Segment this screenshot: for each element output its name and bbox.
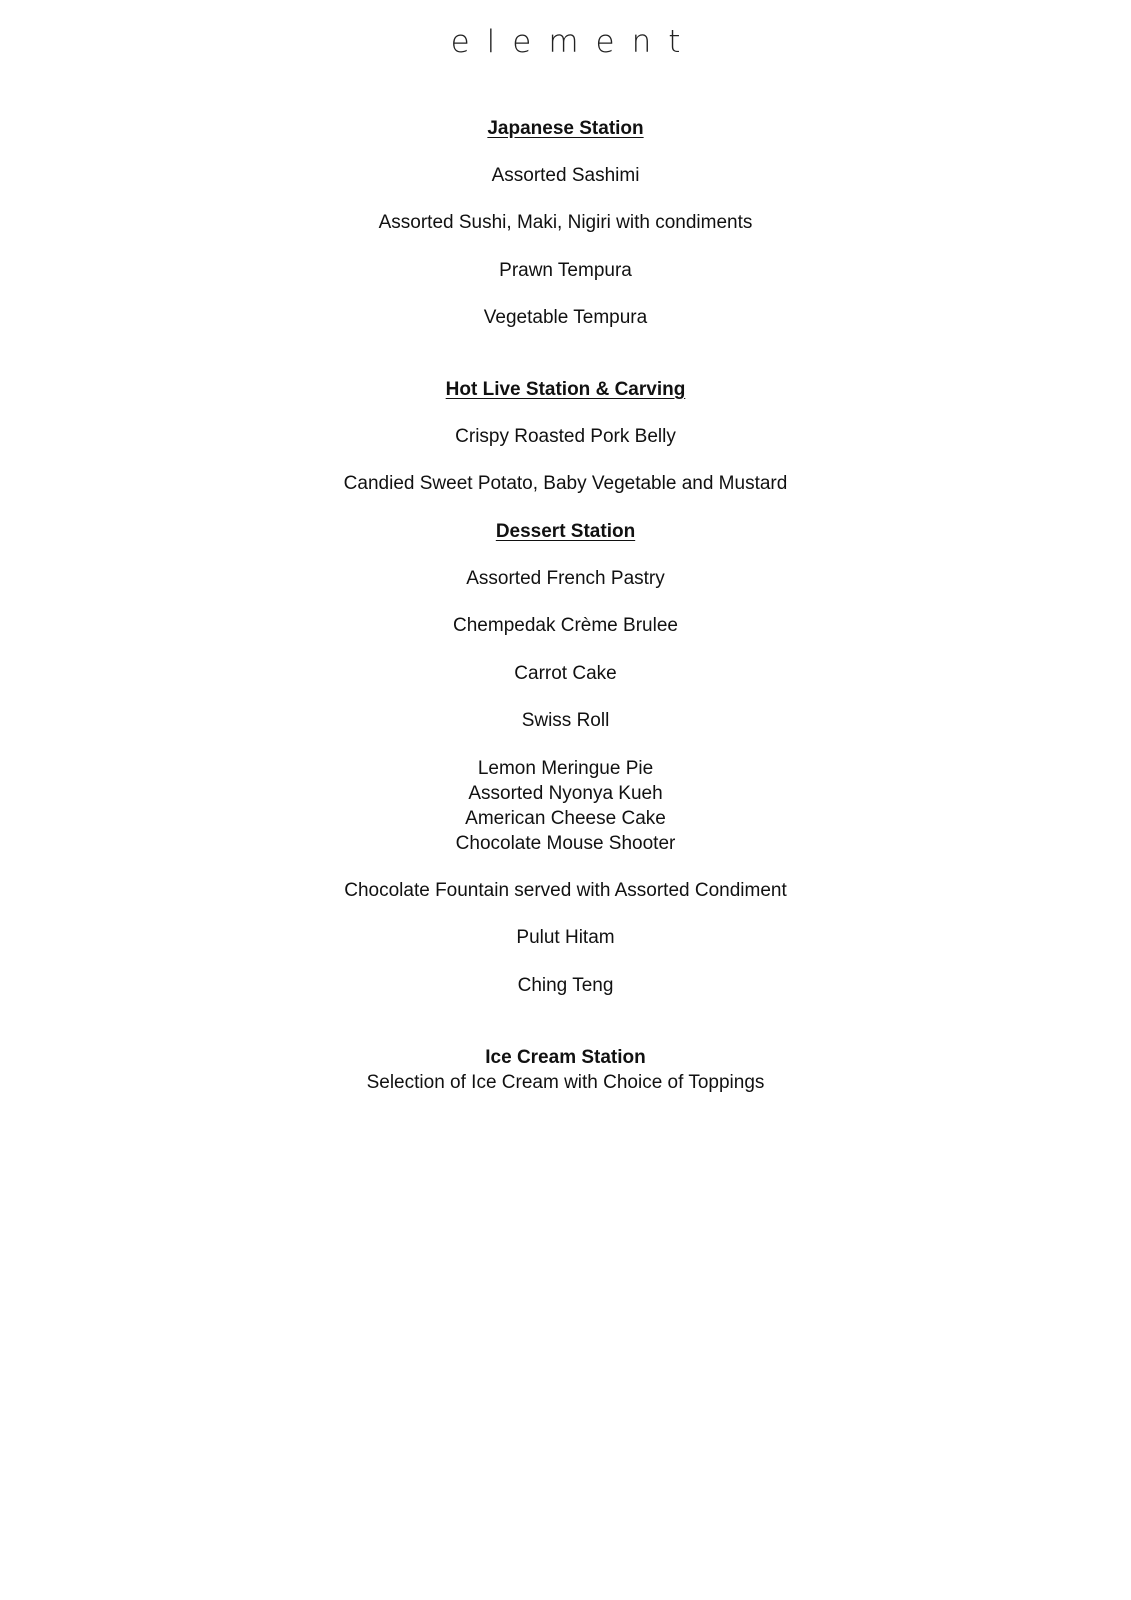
menu-item: Pulut Hitam	[516, 927, 615, 948]
menu-item: Candied Sweet Potato, Baby Vegetable and Mustard	[343, 473, 788, 494]
menu-item: Ching Teng	[517, 975, 614, 996]
menu-item: Chempedak Crème Brulee	[453, 615, 678, 636]
section-heading-japanese-station: Japanese Station	[487, 118, 644, 139]
menu-item: American Cheese Cake	[465, 808, 666, 829]
menu-item: Crispy Roasted Pork Belly	[455, 426, 676, 447]
menu-item: Prawn Tempura	[499, 260, 632, 281]
menu-item: Swiss Roll	[521, 710, 610, 731]
menu-item: Selection of Ice Cream with Choice of Toppings	[366, 1072, 765, 1093]
menu-item: Assorted Sushi, Maki, Nigiri with condiments	[378, 212, 753, 233]
menu-item: Assorted Nyonya Kueh	[468, 783, 663, 804]
menu-item: Assorted French Pastry	[466, 568, 665, 589]
menu-item: Vegetable Tempura	[483, 307, 648, 328]
section-heading-ice-cream-station: Ice Cream Station	[485, 1047, 646, 1068]
menu-item: Chocolate Mouse Shooter	[455, 833, 676, 854]
brand-logo: element	[450, 24, 698, 60]
menu-item: Lemon Meringue Pie	[477, 758, 654, 779]
section-heading-hot-live-station: Hot Live Station & Carving	[445, 379, 686, 400]
menu-item: Chocolate Fountain served with Assorted Condiment	[344, 880, 787, 901]
menu-item: Carrot Cake	[514, 663, 617, 684]
menu-item: Assorted Sashimi	[491, 165, 640, 186]
section-heading-dessert-station: Dessert Station	[495, 521, 636, 542]
